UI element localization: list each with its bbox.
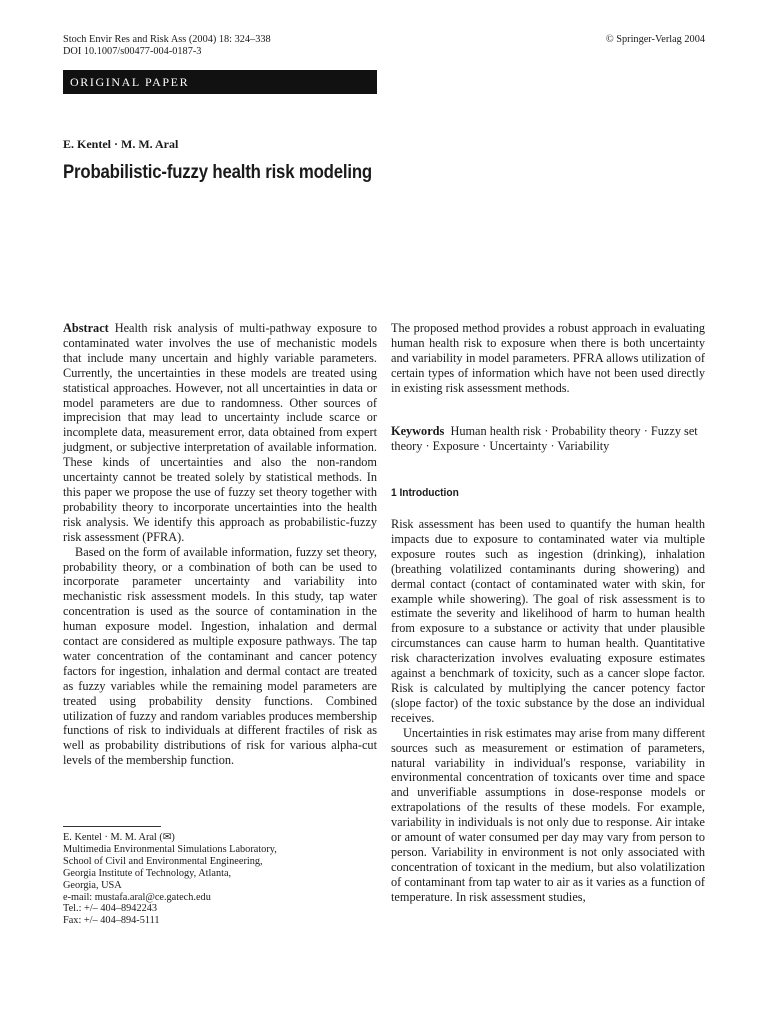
- article-type-banner: ORIGINAL PAPER: [63, 70, 377, 94]
- keywords-label: Keywords: [391, 424, 445, 438]
- affiliation-institute: Georgia Institute of Technology, Atlanta,: [63, 867, 232, 879]
- introduction-heading: 1 Introduction: [391, 487, 459, 499]
- affiliation-school: School of Civil and Environmental Engineering,: [63, 855, 263, 867]
- journal-citation-line: Stoch Envir Res and Risk Ass (2004) 18: 324–338: [63, 34, 271, 45]
- journal-citation: [63, 34, 271, 58]
- affiliation-authors: E. Kentel · M. M. Aral (✉): [63, 832, 175, 843]
- abstract-paragraph-1: [63, 321, 377, 545]
- keywords: [391, 424, 705, 454]
- affiliation-country: Georgia, USA: [63, 879, 122, 891]
- paper-title: Probabilistic-fuzzy health risk modeling: [63, 161, 373, 183]
- publisher-copyright: © Springer-Verlag 2004: [605, 34, 705, 45]
- affiliation-block: [63, 832, 277, 927]
- affiliation-lab: Multimedia Environmental Simulations Laboratory,: [63, 843, 277, 855]
- abstract-paragraph-2: Based on the form of available information, fuzzy set theory, probability theory, or a combination of both can be used to incorporate parameter uncertainty and variability into mechanistic risk assessment models. In this study, tap water concentration is used as the source of contamination in the human exposure model. Ingestion, inhalation and dermal contact are considered as multiple exposure pathways. The tap water concentration of the contaminant and cancer potency factors for ingestion, inhalation and dermal contact are treated as fuzzy variables while the remaining model parameters are treated using probability density functions. Combined utilization of fuzzy and random variables produces membership functions of risk to individuals at different fractiles of risk as well as probability distributions of risk for various alpha-cut levels of the membership function.: [63, 544, 377, 768]
- affiliation-tel: Tel.: +/– 404–8942243: [63, 903, 158, 915]
- footnote-rule: [63, 826, 161, 827]
- authors: E. Kentel · M. M. Aral: [63, 137, 179, 151]
- introduction-body: [391, 517, 705, 905]
- abstract-text: Health risk analysis of multi-pathway exposure to contaminated water involves the use of mechanistic models that include many uncertain and highly variable parameters. Currently, the uncertainties in these models are treated using statistical approaches. However, not all uncertainties in data or model parameters are due to randomness. Other sources of imprecision that may lead to uncertainty include scarce or incomplete data, measurement error, data obtained from expert judgment, or subjective interpretation of available information. These kinds of uncertainties and also the non-random uncertainty cannot be treated solely by statistical methods. In this paper we propose the use of fuzzy set theory together with probability theory to incorporate uncertainties into the health risk analysis. We identify this approach as probabilistic-fuzzy risk assessment (PFRA).: [63, 321, 378, 544]
- doi-line: DOI 10.1007/s00477-004-0187-3: [63, 46, 202, 57]
- abstract-label: Abstract: [63, 321, 109, 335]
- abstract-column: [63, 321, 377, 768]
- abstract-continued: [391, 321, 705, 396]
- introduction-paragraph-2: Uncertainties in risk estimates may arise from many different sources such as measurement or estimation of parameters, natural variability in individual's response, variability in environmental concentration of toxicants over time and space and unverifiable assumptions in dose-response models or extrapolations of the results of these models. For example, variability in individuals is not only due to response. Air intake or amount of water consumed per day may vary from person to person. Variability in environment is not only associated with concentration of toxicant in the medium, but also volatilization of contaminant from tap water to air as it varies as a function of temperature. In risk assessment studies,: [391, 725, 705, 904]
- keywords-text: Human health risk · Probability theory · Fuzzy set theory · Exposure · Uncertainty · Variability: [391, 424, 698, 453]
- abstract-paragraph-3: The proposed method provides a robust approach in evaluating human health risk to exposure when there is both uncertainty and variability in model parameters. PFRA allows utilization of certain types of information which have not been used directly in existing risk assessment methods.: [391, 321, 705, 395]
- affiliation-fax: Fax: +/– 404–894-5111: [63, 915, 160, 927]
- introduction-paragraph-1: Risk assessment has been used to quantify the human health impacts due to exposure to contaminated water via multiple exposure routes such as ingestion (drinking), inhalation (breathing volatilized contaminants during showering) and dermal contact (contact of contaminated water with skin, for example while showering). The goal of risk assessment is to estimate the severity and likelihood of harm to human health from exposure to a substance or activity that under plausible circumstances can cause harm to human health. Quantitative risk characterization involves evaluating exposure estimates against a benchmark of toxicity, such as a cancer slope factor. Risk is calculated by multiplying the cancer potency factor (slope factor) of the toxic substance by the dose an individual receives.: [391, 517, 705, 725]
- affiliation-email: e-mail: mustafa.aral@ce.gatech.edu: [63, 891, 211, 903]
